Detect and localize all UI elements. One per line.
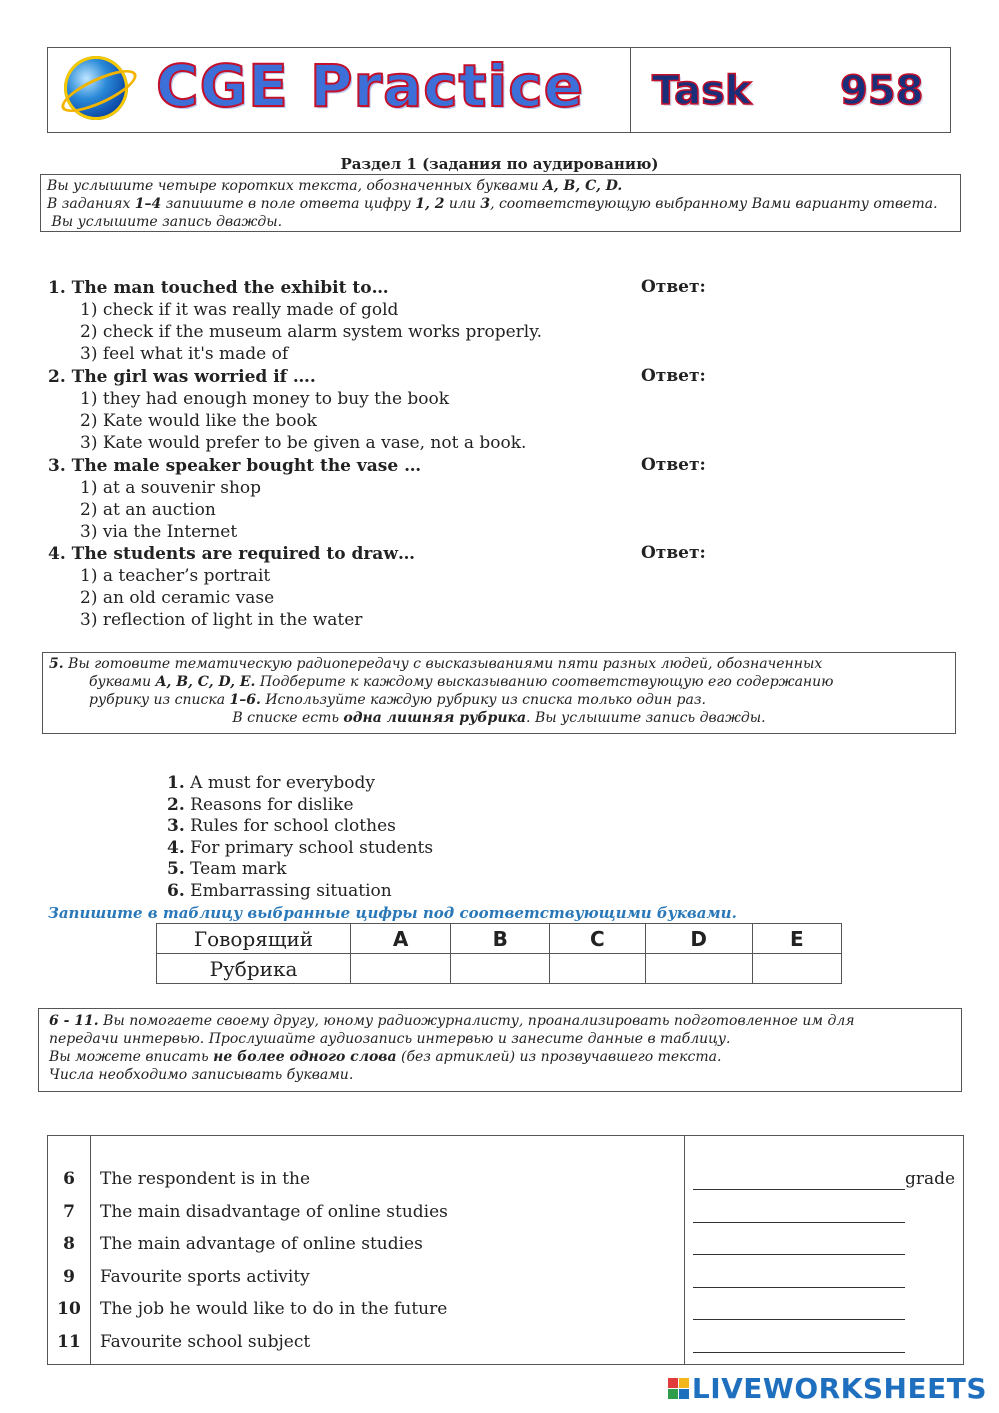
- table-row: 11 Favourite school subject: [48, 1332, 963, 1364]
- table-row: 7 The main disadvantage of online studies: [48, 1202, 963, 1234]
- logo-title: CGE Practice: [156, 52, 584, 120]
- liveworksheets-logo: LIVEWORKSHEETS: [668, 1372, 987, 1405]
- rubric-list: [167, 773, 433, 903]
- table-instruction: Запишите в таблицу выбранные цифры под соответствующими буквами.: [48, 904, 737, 922]
- liveworksheets-icon: [668, 1378, 690, 1400]
- speaker-label: Говорящий: [157, 924, 351, 954]
- task6-instructions: 6 - 11. Вы помогаете своему другу, юному радиожурналисту, проанализировать подготовленное им для передачи интервью. Прослушайте аудиозапись интервью и занесите данные в таблицу. Вы можете вписать не более одного слова (без артиклей) из прозвучавшего текста. Числа необходимо записывать буквами.: [38, 1008, 962, 1092]
- task-number: 958: [840, 68, 924, 114]
- answer-cell-a[interactable]: [351, 954, 451, 984]
- option[interactable]: 3) reflection of light in the water: [80, 610, 363, 630]
- question-title: 3. The male speaker bought the vase …: [48, 456, 422, 476]
- speaker-letter: A: [351, 924, 451, 954]
- question-3: [48, 455, 421, 543]
- answer-line[interactable]: [693, 1222, 905, 1223]
- speaker-letter: B: [451, 924, 550, 954]
- answer-cell-c[interactable]: [550, 954, 645, 984]
- question-title: 1. The man touched the exhibit to…: [48, 278, 389, 298]
- section-title: Раздел 1 (задания по аудированию): [340, 155, 659, 173]
- task5-instructions: 5. Вы готовите тематическую радиопередачу с высказываниями пяти разных людей, обозначенных буквами A, B, C, D, E. Подберите к каждому высказыванию соответствующую его содержанию рубрику из списка 1–6. Используйте каждую рубрику из списка только один раз. В списке есть одна лишняя рубрика. Вы услышите запись дважды.: [42, 652, 956, 734]
- answer-line[interactable]: [693, 1352, 905, 1353]
- question-2: [48, 366, 526, 454]
- header-banner: [47, 47, 951, 133]
- option[interactable]: 2) at an auction: [80, 500, 216, 520]
- rubric-label: Рубрика: [157, 954, 351, 984]
- speaker-table: [156, 923, 842, 984]
- globe-logo-icon: [64, 56, 128, 120]
- speaker-letter: E: [752, 924, 841, 954]
- answer-label-1: Ответ:: [641, 277, 706, 297]
- table-row: 9 Favourite sports activity: [48, 1267, 963, 1299]
- task-label: Task: [652, 68, 752, 114]
- list-item: 3. Rules for school clothes: [167, 816, 396, 837]
- table-row: 10 The job he would like to do in the future: [48, 1299, 963, 1331]
- answer-line[interactable]: [693, 1254, 905, 1255]
- option[interactable]: 2) check if the museum alarm system works properly.: [80, 322, 542, 342]
- table-row: 6 The respondent is in the grade: [63, 1169, 956, 1189]
- list-item: 5. Team mark: [167, 859, 287, 880]
- list-item: 6. Embarrassing situation: [167, 880, 392, 901]
- question-title: 4. The students are required to draw…: [48, 544, 415, 564]
- option[interactable]: 3) via the Internet: [80, 522, 238, 542]
- option[interactable]: 3) feel what it's made of: [80, 344, 289, 364]
- option[interactable]: 1) check if it was really made of gold: [80, 300, 399, 320]
- list-item: 1. A must for everybody: [167, 773, 375, 793]
- answer-label-4: Ответ:: [641, 543, 706, 563]
- interview-table: [47, 1135, 964, 1365]
- answer-cell-e[interactable]: [752, 954, 841, 984]
- speaker-letter: C: [550, 924, 645, 954]
- option[interactable]: 2) Kate would like the book: [80, 411, 317, 431]
- option[interactable]: 1) at a souvenir shop: [80, 478, 262, 498]
- answer-label-2: Ответ:: [641, 366, 706, 386]
- question-4: [48, 543, 415, 631]
- option[interactable]: 1) they had enough money to buy the book: [80, 389, 450, 409]
- answer-line[interactable]: [693, 1287, 905, 1288]
- answer-cell-d[interactable]: [645, 954, 752, 984]
- question-1: [48, 277, 542, 365]
- answer-line[interactable]: [693, 1189, 905, 1190]
- speaker-letter: D: [645, 924, 752, 954]
- option[interactable]: 3) Kate would prefer to be given a vase, not a book.: [80, 433, 527, 453]
- option[interactable]: 2) an old ceramic vase: [80, 588, 275, 608]
- option[interactable]: 1) a teacher’s portrait: [80, 566, 271, 586]
- answer-cell-b[interactable]: [451, 954, 550, 984]
- list-item: 2. Reasons for dislike: [167, 794, 354, 815]
- intro-instructions: Вы услышите четыре коротких текста, обозначенных буквами A, B, C, D. В заданиях 1–4 запишите в поле ответа цифру 1, 2 или 3, соответствующую выбранному Вами варианту ответа. Вы услышите запись дважды.: [40, 174, 961, 232]
- answer-label-3: Ответ:: [641, 455, 706, 475]
- table-row: 8 The main advantage of online studies: [48, 1234, 963, 1266]
- question-title: 2. The girl was worried if ….: [48, 367, 316, 387]
- answer-line[interactable]: [693, 1319, 905, 1320]
- list-item: 4. For primary school students: [167, 837, 434, 858]
